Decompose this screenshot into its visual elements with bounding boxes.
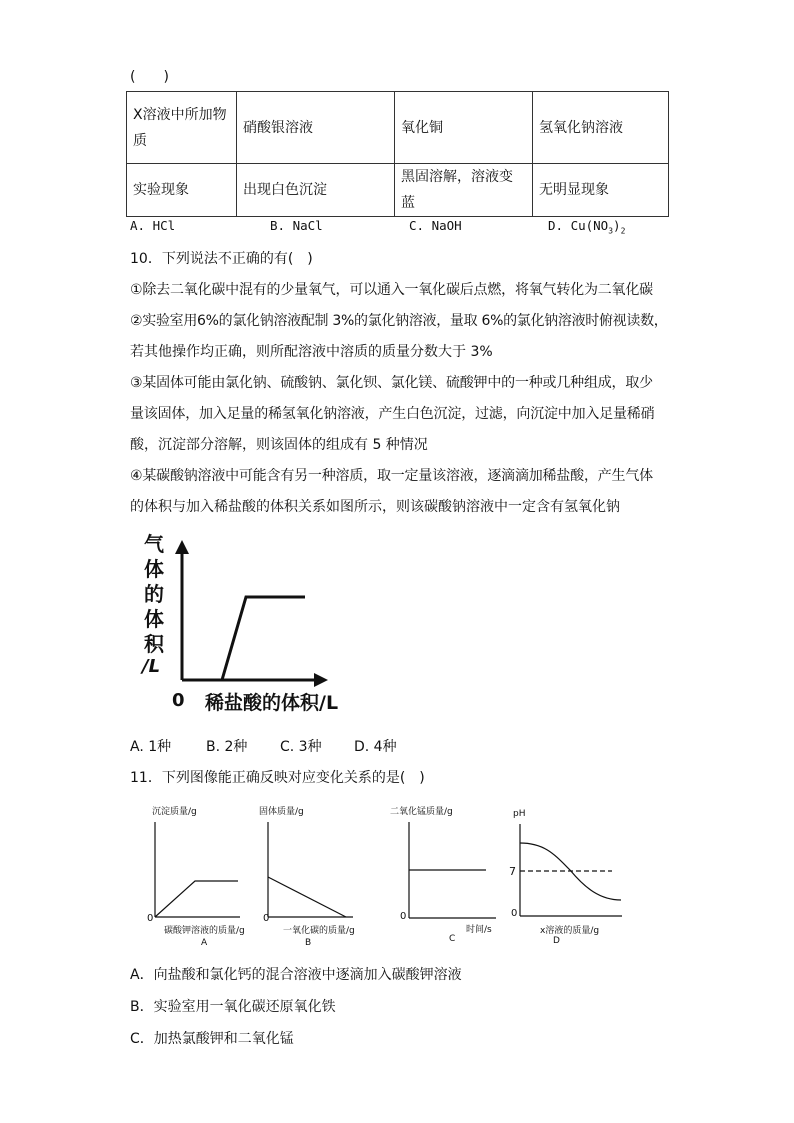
q10-statement-2b: 若其他操作均正确，则所配溶液中溶质的质量分数大于 3% [130, 344, 493, 360]
q11-answer-b[interactable]: B．实验室用一氧化碳还原氧化铁 [130, 999, 336, 1015]
y-axis-label: 固体质量/g [259, 807, 304, 817]
q9-option-a[interactable]: A. HCl [130, 218, 176, 233]
formula-sub: 2 [620, 226, 626, 236]
q10-option-a[interactable]: A. 1种 [130, 739, 172, 755]
q10-statement-4b: 的体积与加入稀盐酸的体积关系如图所示，则该碳酸钠溶液中一定含有氢氧化钠 [130, 499, 620, 515]
origin-label: 0 [263, 913, 270, 924]
ph-7-tick-label: 7 [509, 865, 516, 878]
q9-option-b[interactable]: B. NaCl [270, 218, 323, 233]
q10-statement-4a: ④某碳酸钠溶液中可能含有另一种溶质，取一定量该溶液，逐滴滴加稀盐酸，产生气体 [130, 468, 653, 484]
q10-stem: 10．下列说法不正确的有( ) [130, 251, 313, 267]
table-cell: X溶液中所加物质 [127, 92, 237, 164]
formula-text: ) [613, 218, 621, 233]
formula-sub: 3 [608, 226, 614, 236]
origin-label: 0 [400, 911, 407, 922]
answer-paren: ( ) [130, 69, 169, 85]
y-axis-label: 沉淀质量/g [152, 807, 197, 817]
q11-stem: 11．下列图像能正确反映对应变化关系的是( ) [130, 770, 425, 786]
y-axis-label-char: 气 [144, 532, 164, 556]
q10-statement-1: ①除去二氧化碳中混有的少量氧气，可以通入一氧化碳后点燃，将氧气转化为二氧化碳 [130, 282, 653, 298]
q10-option-c[interactable]: C. 3种 [280, 739, 322, 755]
y-axis-label-char: 积 [144, 632, 164, 656]
y-axis-label-char: 体 [144, 557, 164, 581]
table-cell: 无明显现象 [533, 164, 669, 217]
table-cell: 氧化铜 [395, 92, 533, 164]
q11-answer-a[interactable]: A．向盐酸和氯化钙的混合溶液中逐滴加入碳酸钾溶液 [130, 967, 462, 983]
graph-letter: C [449, 934, 456, 944]
table-cell: 实验现象 [127, 164, 237, 217]
formula-text: D. Cu(NO [548, 218, 609, 233]
table-cell: 氢氧化钠溶液 [533, 92, 669, 164]
table-cell: 硝酸银溶液 [237, 92, 395, 164]
origin-label: 0 [147, 913, 154, 924]
q11-answer-c[interactable]: C．加热氯酸钾和二氧化锰 [130, 1031, 294, 1047]
y-axis-label: pH [513, 809, 526, 819]
y-axis-label-char: /L [142, 656, 161, 677]
graph-d-curve [520, 843, 621, 900]
q10-statement-2a: ②实验室用6%的氯化钠溶液配制 3%的氯化钠溶液，量取 6%的氯化钠溶液时俯视读数， [130, 313, 668, 329]
x-axis-label: 稀盐酸的体积/L [205, 692, 339, 714]
graph-letter: D [553, 936, 560, 946]
x-axis-label: x溶液的质量/g [540, 926, 600, 936]
q10-statement-3c: 酸，沉淀部分溶解，则该固体的组成有 5 种情况 [130, 437, 428, 453]
q10-statement-3b: 量该固体，加入足量的稀氢氧化钠溶液，产生白色沉淀，过滤，向沉淀中加入足量稀硝 [130, 406, 655, 422]
graph-letter: A [201, 938, 208, 948]
q10-statement-3a: ③某固体可能由氯化钠、硫酸钠、氯化钡、氯化镁、硫酸钾中的一种或几种组成，取少 [130, 375, 653, 391]
q10-option-d[interactable]: D. 4种 [354, 739, 397, 755]
x-axis-label: 一氧化碳的质量/g [283, 926, 355, 936]
x-axis-label: 时间/s [466, 925, 492, 935]
q10-option-b[interactable]: B. 2种 [206, 739, 248, 755]
table-cell: 出现白色沉淀 [237, 164, 395, 217]
x-axis-label: 碳酸钾溶液的质量/g [164, 926, 245, 936]
y-axis-label-char: 体 [144, 607, 164, 631]
origin-label: 0 [172, 690, 185, 711]
q9-option-c[interactable]: C. NaOH [409, 218, 462, 233]
graph-letter: B [305, 938, 312, 948]
graph-b-curve [268, 877, 346, 917]
origin-label: 0 [511, 908, 518, 919]
table-cell: 黑固溶解，溶液变蓝 [395, 164, 533, 217]
y-axis-label-char: 的 [144, 582, 164, 606]
graph-a-curve [155, 881, 238, 917]
y-axis-label: 二氧化锰质量/g [390, 807, 453, 817]
